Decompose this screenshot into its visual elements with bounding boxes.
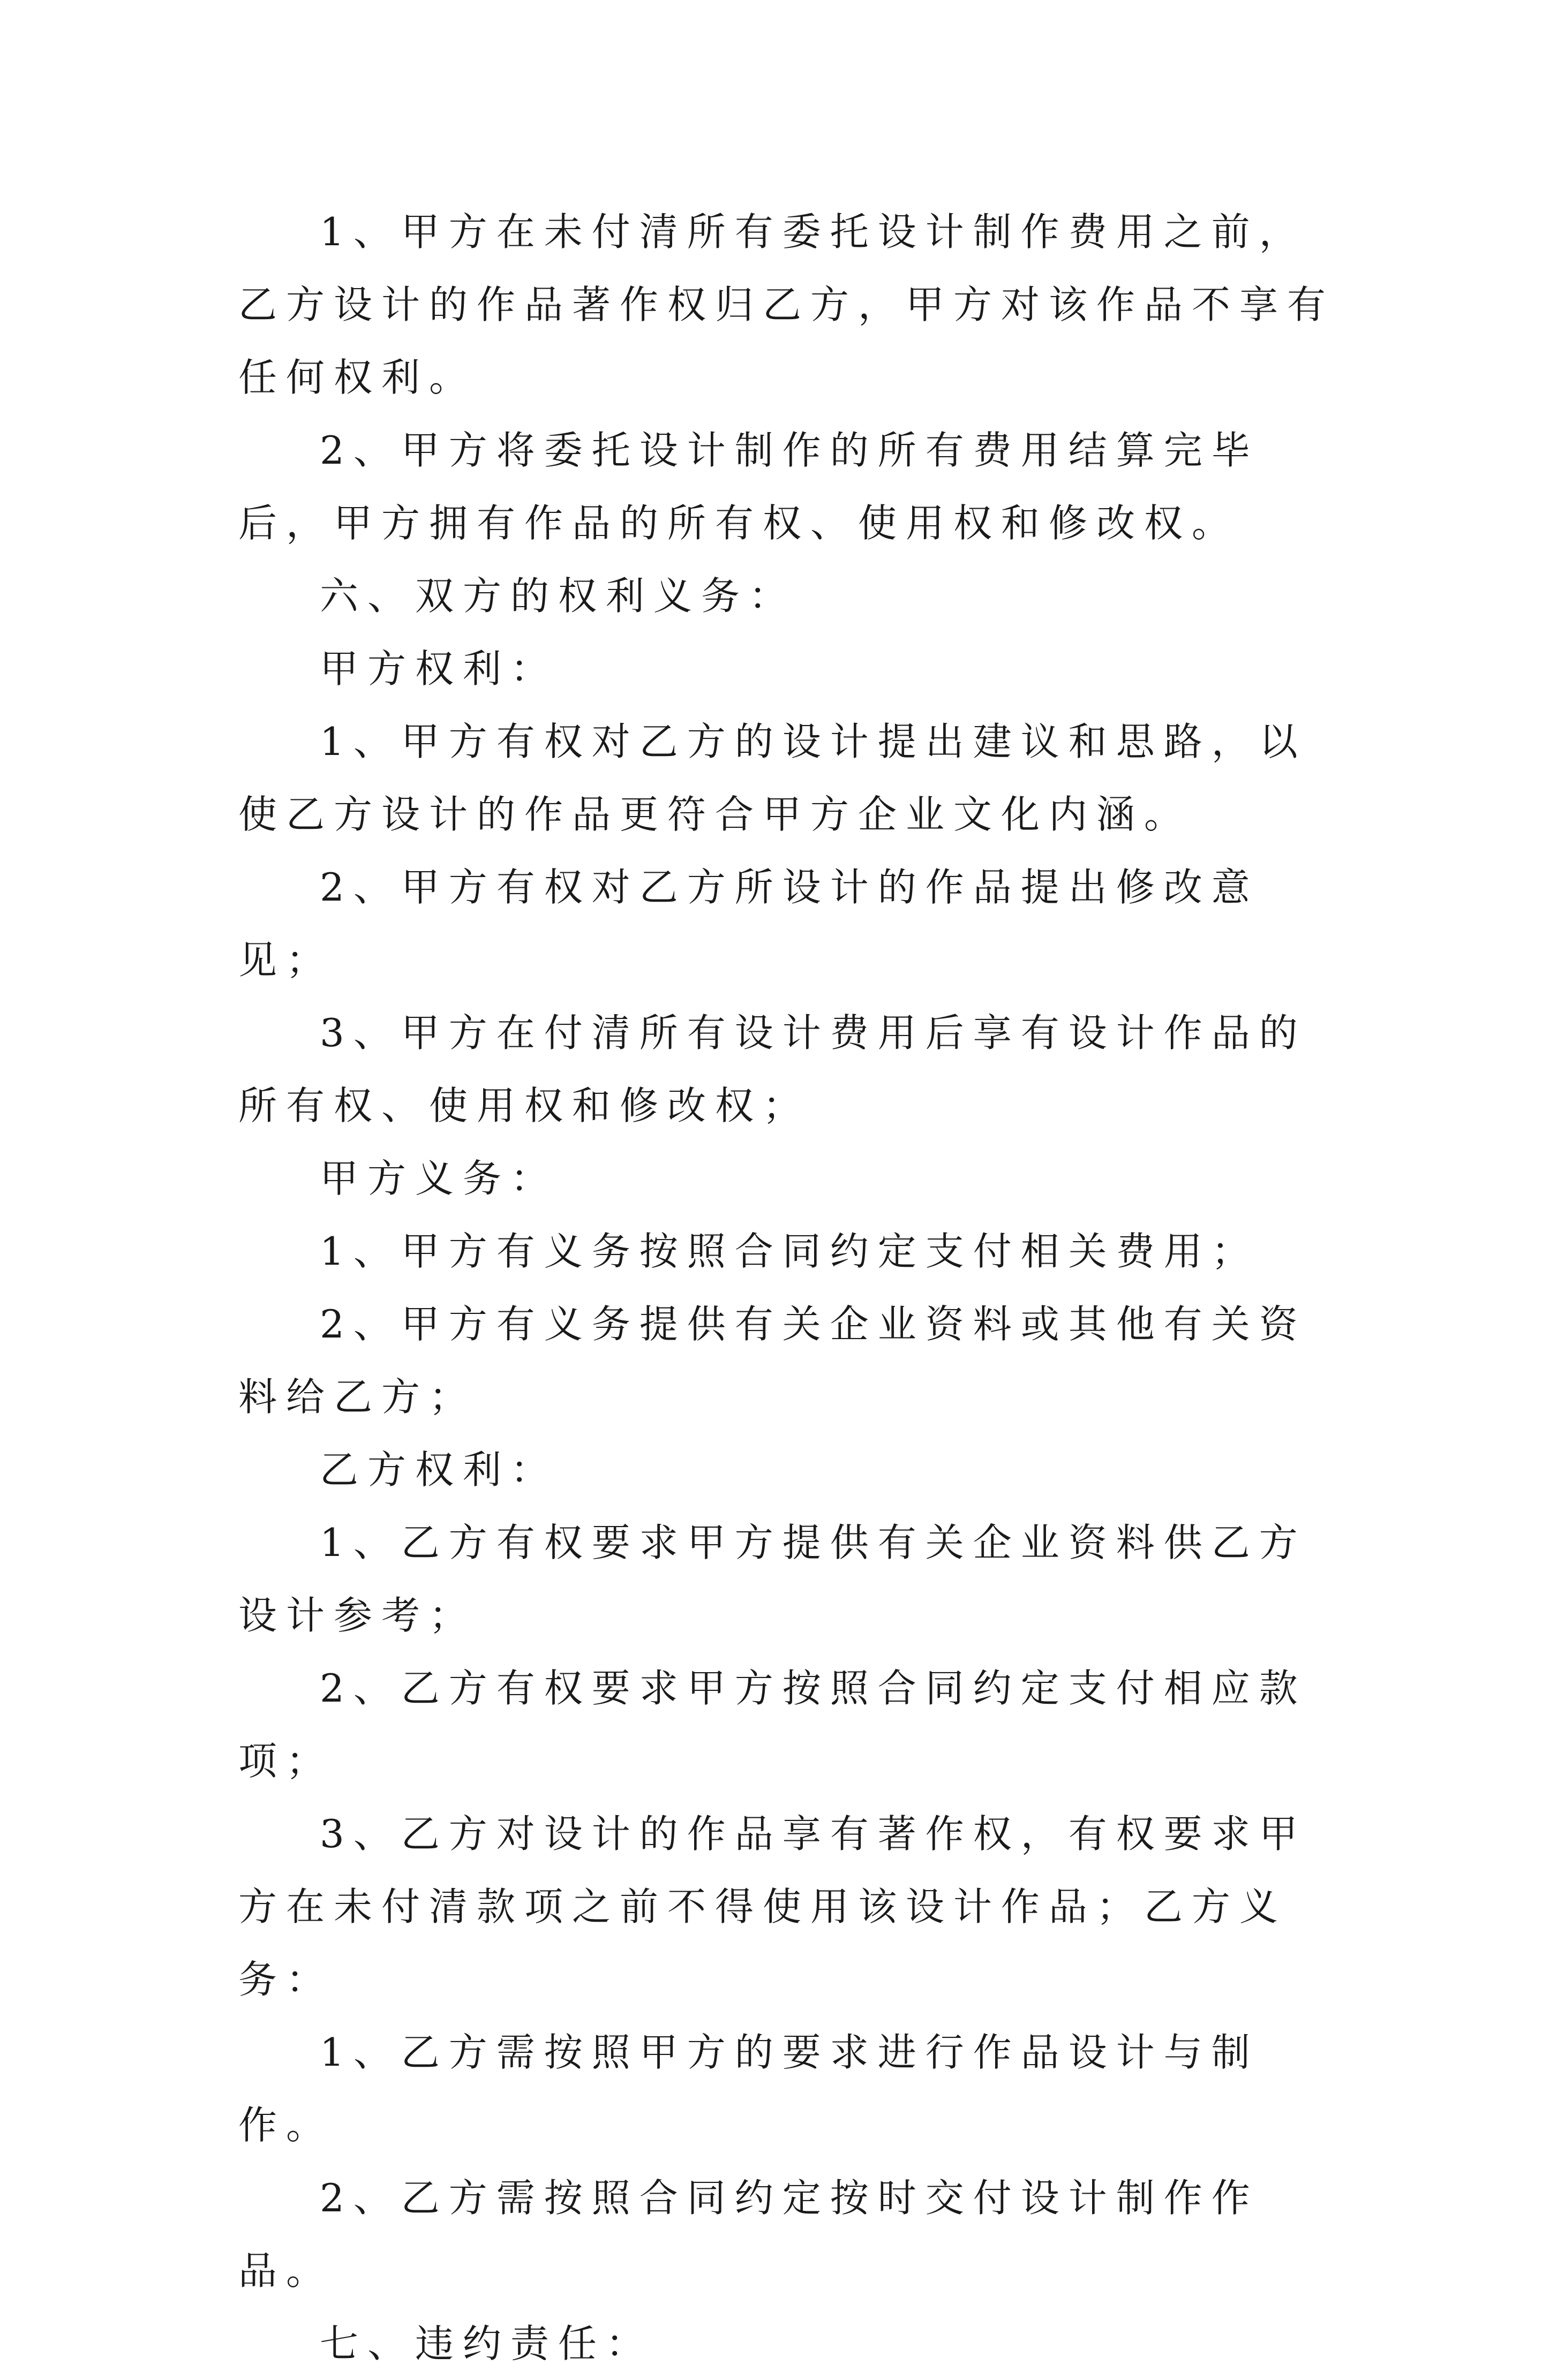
subheading-party-a-obligations: 甲方义务： <box>320 1156 559 1201</box>
paragraph-party-a-obligation-2: 2、甲方有义务提供有关企业资料或其他有关资料给乙方； <box>238 1302 1307 1419</box>
paragraph-party-a-right-3: 3、甲方在付清所有设计费用后享有设计作品的所有权、使用权和修改权； <box>238 1010 1307 1128</box>
paragraph-party-b-right-1: 1、乙方有权要求甲方提供有关企业资料供乙方设计参考； <box>238 1520 1307 1638</box>
paragraph-party-b-right-2: 2、乙方有权要求甲方按照合同约定支付相应款项； <box>238 1666 1307 1784</box>
paragraph-party-a-obligation-1: 1、甲方有义务按照合同约定支付相关费用； <box>320 1229 1259 1274</box>
paragraph-clause-1: 1、甲方在未付清所有委托设计制作费用之前，乙方设计的作品著作权归乙方，甲方对该作品不享有任何权利。 <box>238 209 1335 400</box>
paragraph-party-a-right-1: 1、甲方有权对乙方的设计提出建议和思路，以使乙方设计的作品更符合甲方企业文化内涵。 <box>238 719 1307 837</box>
subheading-party-b-rights: 乙方权利： <box>320 1447 559 1492</box>
section-heading-rights-obligations: 六、双方的权利义务： <box>320 573 797 618</box>
paragraph-party-b-obligation-2: 2、乙方需按照合同约定按时交付设计制作作品。 <box>238 2175 1259 2293</box>
paragraph-party-b-obligation-1: 1、乙方需按照甲方的要求进行作品设计与制作。 <box>238 2030 1259 2148</box>
document-body <box>238 195 1336 2380</box>
section-heading-breach-liability: 七、违约责任： <box>320 2321 654 2366</box>
subheading-party-a-rights: 甲方权利： <box>320 646 559 691</box>
paragraph-party-a-right-2: 2、甲方有权对乙方所设计的作品提出修改意见； <box>238 865 1259 983</box>
paragraph-clause-2: 2、甲方将委托设计制作的所有费用结算完毕后，甲方拥有作品的所有权、使用权和修改权。 <box>238 428 1259 546</box>
paragraph-party-b-right-3: 3、乙方对设计的作品享有著作权，有权要求甲方在未付清款项之前不得使用该设计作品；乙方义务： <box>238 1811 1307 2002</box>
